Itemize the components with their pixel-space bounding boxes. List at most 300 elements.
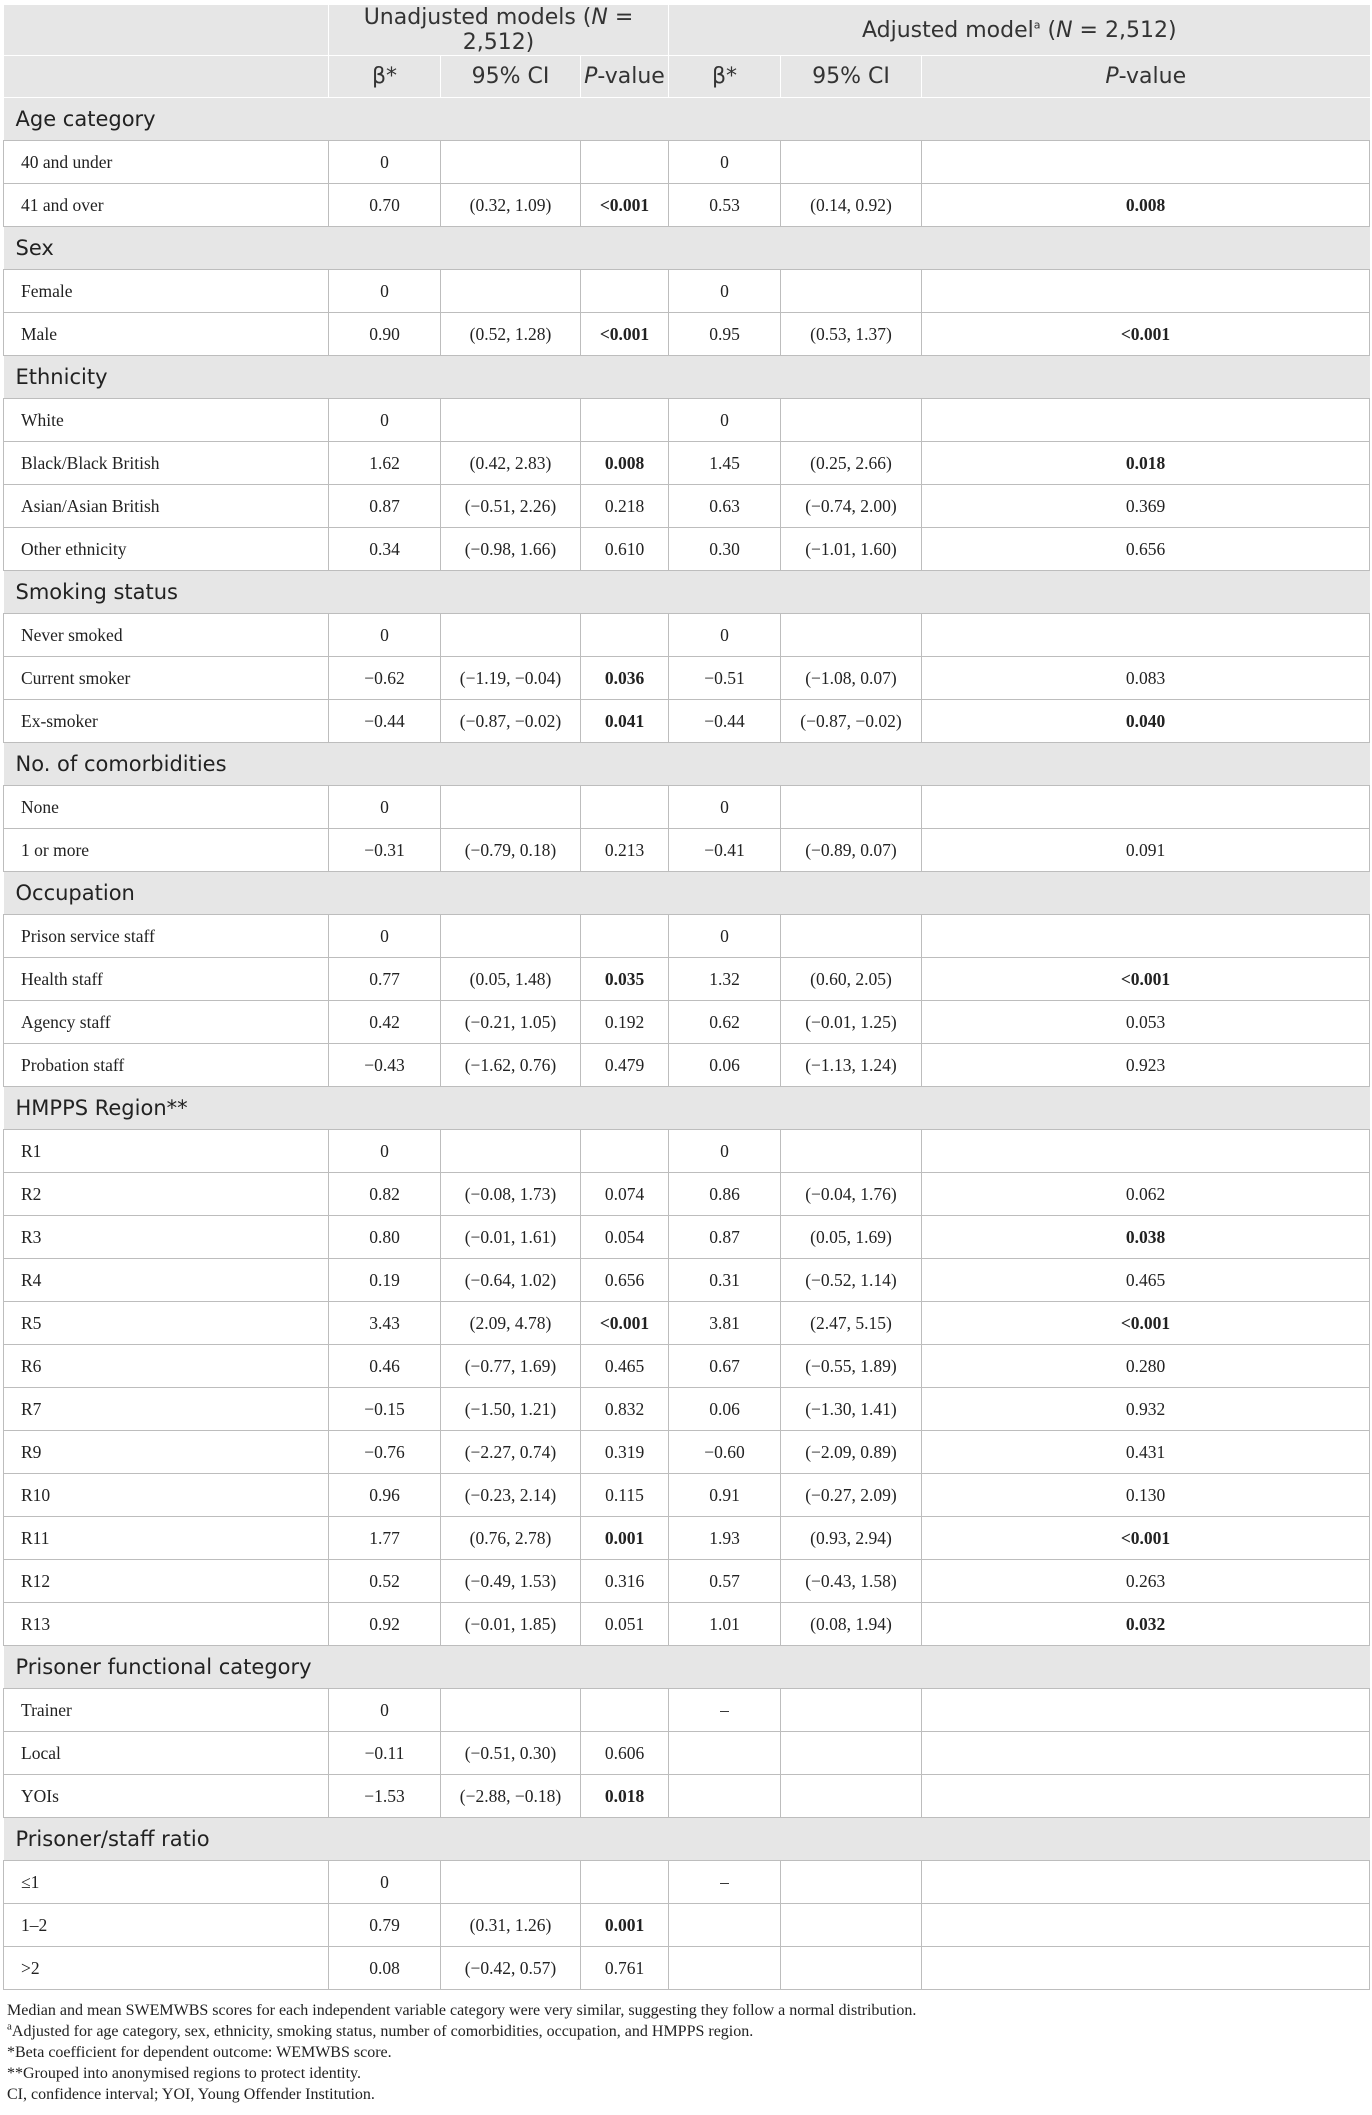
table-row [4,141,1370,184]
ci-unadjusted: (0.52, 1.28) [441,313,581,356]
beta-adjusted: 0.06 [669,1044,781,1087]
p-adjusted: 0.018 [922,442,1370,485]
group-label: Smoking status [4,571,1370,614]
ci-adjusted [781,141,922,184]
ci-adjusted: (−0.74, 2.00) [781,485,922,528]
table-row [4,700,1370,743]
table-row [4,1732,1370,1775]
group-header-row [4,1818,1370,1861]
row-label: R3 [4,1216,329,1259]
beta-adjusted: 0.87 [669,1216,781,1259]
table-row [4,1603,1370,1646]
p-unadjusted [581,786,669,829]
p-unadjusted [581,614,669,657]
table-row [4,1388,1370,1431]
row-label: Trainer [4,1689,329,1732]
beta-unadjusted: 0.08 [329,1947,441,1990]
ci-adjusted: (−0.87, −0.02) [781,700,922,743]
header-blank-cell-2 [4,56,329,98]
beta-unadjusted: 0 [329,786,441,829]
table-row [4,1431,1370,1474]
beta-unadjusted: 1.77 [329,1517,441,1560]
ci-unadjusted [441,1689,581,1732]
p-adjusted: 0.008 [922,184,1370,227]
beta-unadjusted: 0.52 [329,1560,441,1603]
beta-adjusted [669,1775,781,1818]
p-unadjusted: 0.051 [581,1603,669,1646]
table-row [4,1173,1370,1216]
row-label: R9 [4,1431,329,1474]
row-label: R13 [4,1603,329,1646]
p-unadjusted [581,915,669,958]
ci-adjusted [781,1904,922,1947]
header-row-1 [4,5,1370,56]
beta-unadjusted: −0.11 [329,1732,441,1775]
beta-unadjusted: 0 [329,1689,441,1732]
p-unadjusted: 0.656 [581,1259,669,1302]
ci-adjusted: (−0.55, 1.89) [781,1345,922,1388]
p-unadjusted: 0.041 [581,700,669,743]
table-row [4,1001,1370,1044]
table-row [4,1044,1370,1087]
beta-unadjusted: 0.96 [329,1474,441,1517]
p-unadjusted: 0.054 [581,1216,669,1259]
footnote-abbreviations: CI, confidence interval; YOI, Young Offender Institution. [7,2086,375,2103]
ci-unadjusted: (−1.19, −0.04) [441,657,581,700]
ci-unadjusted: (−0.08, 1.73) [441,1173,581,1216]
ci-unadjusted: (−0.79, 0.18) [441,829,581,872]
table-row [4,1259,1370,1302]
p-adjusted [922,1689,1370,1732]
p-unadjusted: 0.001 [581,1517,669,1560]
row-label: Male [4,313,329,356]
p-unadjusted: 0.465 [581,1345,669,1388]
beta-adjusted: 0 [669,270,781,313]
group-header-row [4,743,1370,786]
ci-unadjusted: (0.05, 1.48) [441,958,581,1001]
beta-unadjusted: 0.42 [329,1001,441,1044]
row-label: R5 [4,1302,329,1345]
p-adjusted: 0.032 [922,1603,1370,1646]
beta-adjusted: 1.32 [669,958,781,1001]
header-row-2 [4,56,1370,98]
row-label: Asian/Asian British [4,485,329,528]
group-label: Ethnicity [4,356,1370,399]
beta-adjusted: 1.45 [669,442,781,485]
group-header-row [4,1646,1370,1689]
ci-adjusted [781,1947,922,1990]
table-row [4,1560,1370,1603]
row-label: Health staff [4,958,329,1001]
beta-adjusted: 0.86 [669,1173,781,1216]
beta-unadjusted: 0 [329,141,441,184]
p-adjusted [922,1904,1370,1947]
p-unadjusted [581,270,669,313]
p-letter: P [1105,64,1119,89]
ci-unadjusted: (−0.01, 1.61) [441,1216,581,1259]
p-header-adj [922,56,1370,98]
beta-adjusted: 1.93 [669,1517,781,1560]
p-unadjusted: <0.001 [581,313,669,356]
beta-unadjusted: −0.31 [329,829,441,872]
p-adjusted: <0.001 [922,1517,1370,1560]
table-row [4,1689,1370,1732]
row-label: 1–2 [4,1904,329,1947]
beta-adjusted: 0.53 [669,184,781,227]
table-row [4,313,1370,356]
p-adjusted: 0.280 [922,1345,1370,1388]
row-label: R7 [4,1388,329,1431]
adjusted-paren: ( [1040,17,1057,43]
p-adjusted: 0.053 [922,1001,1370,1044]
row-label: Local [4,1732,329,1775]
p-unadjusted: 0.218 [581,485,669,528]
ci-unadjusted: (−0.01, 1.85) [441,1603,581,1646]
ci-unadjusted: (2.09, 4.78) [441,1302,581,1345]
ci-adjusted: (−0.27, 2.09) [781,1474,922,1517]
p-unadjusted: 0.001 [581,1904,669,1947]
beta-adjusted [669,1732,781,1775]
beta-adjusted: 0 [669,614,781,657]
beta-header-unadj: β* [329,56,441,98]
ci-unadjusted: (−1.50, 1.21) [441,1388,581,1431]
beta-unadjusted: −0.15 [329,1388,441,1431]
beta-unadjusted: 0.79 [329,1904,441,1947]
adjusted-n-value: = 2,512) [1072,17,1177,43]
beta-unadjusted: 0.19 [329,1259,441,1302]
row-label: 40 and under [4,141,329,184]
ci-adjusted [781,1732,922,1775]
p-adjusted [922,1861,1370,1904]
p-adjusted: 0.040 [922,700,1370,743]
adjusted-header [669,5,1370,56]
table-row [4,1302,1370,1345]
table-row [4,1947,1370,1990]
ci-header-unadj: 95% CI [441,56,581,98]
ci-unadjusted: (−0.23, 2.14) [441,1474,581,1517]
table-row [4,1861,1370,1904]
row-label: 41 and over [4,184,329,227]
beta-unadjusted: 0 [329,270,441,313]
ci-unadjusted [441,915,581,958]
p-unadjusted: 0.115 [581,1474,669,1517]
beta-adjusted: 3.81 [669,1302,781,1345]
ci-unadjusted: (−0.77, 1.69) [441,1345,581,1388]
ci-adjusted [781,270,922,313]
p-adjusted: 0.465 [922,1259,1370,1302]
ci-unadjusted: (−0.49, 1.53) [441,1560,581,1603]
p-adjusted: 0.038 [922,1216,1370,1259]
beta-unadjusted: 0 [329,1861,441,1904]
unadjusted-title: Unadjusted models ( [363,5,592,30]
group-label: No. of comorbidities [4,743,1370,786]
beta-adjusted: 1.01 [669,1603,781,1646]
group-header-row [4,227,1370,270]
ci-unadjusted: (−2.88, −0.18) [441,1775,581,1818]
beta-unadjusted: 0.90 [329,313,441,356]
beta-adjusted: 0.95 [669,313,781,356]
row-label: Other ethnicity [4,528,329,571]
beta-adjusted [669,1947,781,1990]
beta-adjusted: 0 [669,786,781,829]
group-label: Prisoner functional category [4,1646,1370,1689]
p-unadjusted [581,141,669,184]
beta-adjusted: – [669,1861,781,1904]
row-label: R10 [4,1474,329,1517]
row-label: R4 [4,1259,329,1302]
p-adjusted: 0.431 [922,1431,1370,1474]
ci-adjusted: (2.47, 5.15) [781,1302,922,1345]
row-label: YOIs [4,1775,329,1818]
row-label: R1 [4,1130,329,1173]
table-row [4,1345,1370,1388]
p-adjusted [922,399,1370,442]
beta-unadjusted: 0.80 [329,1216,441,1259]
beta-unadjusted: −0.44 [329,700,441,743]
row-label: Prison service staff [4,915,329,958]
p-unadjusted: 0.008 [581,442,669,485]
table-row [4,270,1370,313]
p-suffix: -value [597,64,665,89]
beta-unadjusted: 0.46 [329,1345,441,1388]
ci-adjusted: (−0.43, 1.58) [781,1560,922,1603]
row-label: R11 [4,1517,329,1560]
unadjusted-n: N [591,5,608,30]
beta-unadjusted: −0.76 [329,1431,441,1474]
ci-adjusted: (−1.30, 1.41) [781,1388,922,1431]
ci-unadjusted: (0.42, 2.83) [441,442,581,485]
footnote-double-star: **Grouped into anonymised regions to protect identity. [7,2065,362,2082]
p-adjusted [922,1775,1370,1818]
ci-adjusted: (0.60, 2.05) [781,958,922,1001]
ci-adjusted: (0.53, 1.37) [781,313,922,356]
row-label: Probation staff [4,1044,329,1087]
ci-unadjusted: (0.76, 2.78) [441,1517,581,1560]
footnote-a [7,2021,1369,2042]
row-label: R6 [4,1345,329,1388]
ci-adjusted: (0.25, 2.66) [781,442,922,485]
group-label: HMPPS Region** [4,1087,1370,1130]
beta-adjusted: 0.62 [669,1001,781,1044]
beta-adjusted: 0.91 [669,1474,781,1517]
row-label: 1 or more [4,829,329,872]
ci-adjusted: (−0.52, 1.14) [781,1259,922,1302]
ci-unadjusted: (−0.42, 0.57) [441,1947,581,1990]
table-row [4,958,1370,1001]
p-adjusted: 0.062 [922,1173,1370,1216]
ci-adjusted: (0.93, 2.94) [781,1517,922,1560]
ci-unadjusted [441,786,581,829]
row-label: R12 [4,1560,329,1603]
p-adjusted [922,614,1370,657]
beta-adjusted [669,1904,781,1947]
beta-unadjusted: 0 [329,399,441,442]
ci-unadjusted: (0.32, 1.09) [441,184,581,227]
table-row [4,1216,1370,1259]
table-row [4,657,1370,700]
p-adjusted: <0.001 [922,313,1370,356]
ci-unadjusted [441,1130,581,1173]
p-adjusted: 0.656 [922,528,1370,571]
p-letter: P [584,64,598,89]
row-label: Never smoked [4,614,329,657]
p-unadjusted: 0.192 [581,1001,669,1044]
ci-unadjusted [441,270,581,313]
row-label: >2 [4,1947,329,1990]
group-label: Prisoner/staff ratio [4,1818,1370,1861]
beta-adjusted: 0.67 [669,1345,781,1388]
ci-adjusted [781,1861,922,1904]
results-table-container [3,5,1369,2105]
beta-adjusted: −0.41 [669,829,781,872]
beta-adjusted: −0.44 [669,700,781,743]
row-label: Ex-smoker [4,700,329,743]
footnote-star: *Beta coefficient for dependent outcome: WEMWBS score. [7,2044,392,2061]
table-row [4,1775,1370,1818]
ci-adjusted: (−1.01, 1.60) [781,528,922,571]
table-row [4,1904,1370,1947]
ci-unadjusted [441,614,581,657]
ci-adjusted: (0.05, 1.69) [781,1216,922,1259]
ci-unadjusted [441,141,581,184]
footnote-distribution: Median and mean SWEMWBS scores for each independent variable category were very similar, suggesting they follow a normal distribution. [7,2002,917,2019]
p-adjusted [922,1130,1370,1173]
row-label: Agency staff [4,1001,329,1044]
table-row [4,915,1370,958]
table-row [4,1517,1370,1560]
p-adjusted: 0.091 [922,829,1370,872]
p-unadjusted: 0.316 [581,1560,669,1603]
beta-unadjusted: 0.77 [329,958,441,1001]
ci-unadjusted: (−0.98, 1.66) [441,528,581,571]
p-unadjusted [581,1861,669,1904]
row-label: White [4,399,329,442]
group-header-row [4,872,1370,915]
group-header-row [4,571,1370,614]
row-label: Black/Black British [4,442,329,485]
table-row [4,485,1370,528]
ci-adjusted [781,1689,922,1732]
p-unadjusted: 0.610 [581,528,669,571]
ci-adjusted: (−0.01, 1.25) [781,1001,922,1044]
table-row [4,1474,1370,1517]
beta-adjusted: 0.06 [669,1388,781,1431]
ci-unadjusted: (−0.64, 1.02) [441,1259,581,1302]
p-unadjusted [581,399,669,442]
beta-header-adj: β* [669,56,781,98]
beta-unadjusted: 0.70 [329,184,441,227]
p-adjusted: <0.001 [922,1302,1370,1345]
footnote-a-marker: a [7,2020,12,2033]
adjusted-title: Adjusted model [861,17,1034,43]
regression-table [3,5,1370,1990]
ci-adjusted: (−2.09, 0.89) [781,1431,922,1474]
unadjusted-header [329,5,669,56]
beta-adjusted: 0 [669,915,781,958]
ci-adjusted [781,399,922,442]
unadjusted-n-value: = 2,512) [462,5,634,55]
ci-header-adj: 95% CI [781,56,922,98]
p-adjusted [922,1732,1370,1775]
p-adjusted: 0.130 [922,1474,1370,1517]
beta-adjusted: −0.60 [669,1431,781,1474]
p-unadjusted: 0.035 [581,958,669,1001]
beta-unadjusted: 0 [329,1130,441,1173]
ci-unadjusted: (−0.87, −0.02) [441,700,581,743]
p-unadjusted: 0.832 [581,1388,669,1431]
ci-adjusted: (−0.04, 1.76) [781,1173,922,1216]
group-header-row [4,356,1370,399]
row-label: R2 [4,1173,329,1216]
beta-unadjusted: 0.82 [329,1173,441,1216]
p-unadjusted: 0.213 [581,829,669,872]
beta-unadjusted: 0 [329,614,441,657]
p-adjusted: 0.923 [922,1044,1370,1087]
ci-adjusted: (0.08, 1.94) [781,1603,922,1646]
beta-adjusted: 0 [669,1130,781,1173]
group-header-row [4,98,1370,141]
ci-unadjusted: (−2.27, 0.74) [441,1431,581,1474]
beta-adjusted: 0 [669,399,781,442]
p-adjusted: 0.263 [922,1560,1370,1603]
ci-adjusted [781,786,922,829]
beta-unadjusted: −1.53 [329,1775,441,1818]
p-adjusted [922,141,1370,184]
p-unadjusted: <0.001 [581,184,669,227]
p-adjusted: 0.083 [922,657,1370,700]
table-row [4,399,1370,442]
table-row [4,614,1370,657]
p-adjusted [922,1947,1370,1990]
table-row [4,528,1370,571]
beta-unadjusted: −0.62 [329,657,441,700]
table-body [4,5,1370,1990]
beta-unadjusted: 0.92 [329,1603,441,1646]
ci-adjusted [781,915,922,958]
ci-adjusted [781,1775,922,1818]
row-label: Female [4,270,329,313]
group-label: Sex [4,227,1370,270]
p-unadjusted: 0.018 [581,1775,669,1818]
row-label: Current smoker [4,657,329,700]
ci-unadjusted [441,399,581,442]
ci-unadjusted: (−1.62, 0.76) [441,1044,581,1087]
beta-adjusted: 0.57 [669,1560,781,1603]
ci-adjusted [781,1130,922,1173]
p-adjusted: <0.001 [922,958,1370,1001]
p-adjusted: 0.932 [922,1388,1370,1431]
ci-adjusted: (−0.89, 0.07) [781,829,922,872]
p-unadjusted: 0.036 [581,657,669,700]
table-row [4,786,1370,829]
p-suffix: -value [1118,64,1187,89]
p-unadjusted [581,1130,669,1173]
table-row [4,184,1370,227]
beta-adjusted: 0.63 [669,485,781,528]
group-header-row [4,1087,1370,1130]
group-label: Age category [4,98,1370,141]
p-unadjusted: 0.761 [581,1947,669,1990]
footnote-a-text: Adjusted for age category, sex, ethnicity, smoking status, number of comorbidities, occupation, and HMPPS region. [11,2023,754,2040]
ci-adjusted [781,614,922,657]
footnotes [3,2000,1369,2105]
ci-unadjusted: (−0.51, 2.26) [441,485,581,528]
beta-unadjusted: 3.43 [329,1302,441,1345]
beta-unadjusted: 0.87 [329,485,441,528]
ci-unadjusted: (−0.51, 0.30) [441,1732,581,1775]
row-label: ≤1 [4,1861,329,1904]
header-blank-cell [4,5,329,56]
